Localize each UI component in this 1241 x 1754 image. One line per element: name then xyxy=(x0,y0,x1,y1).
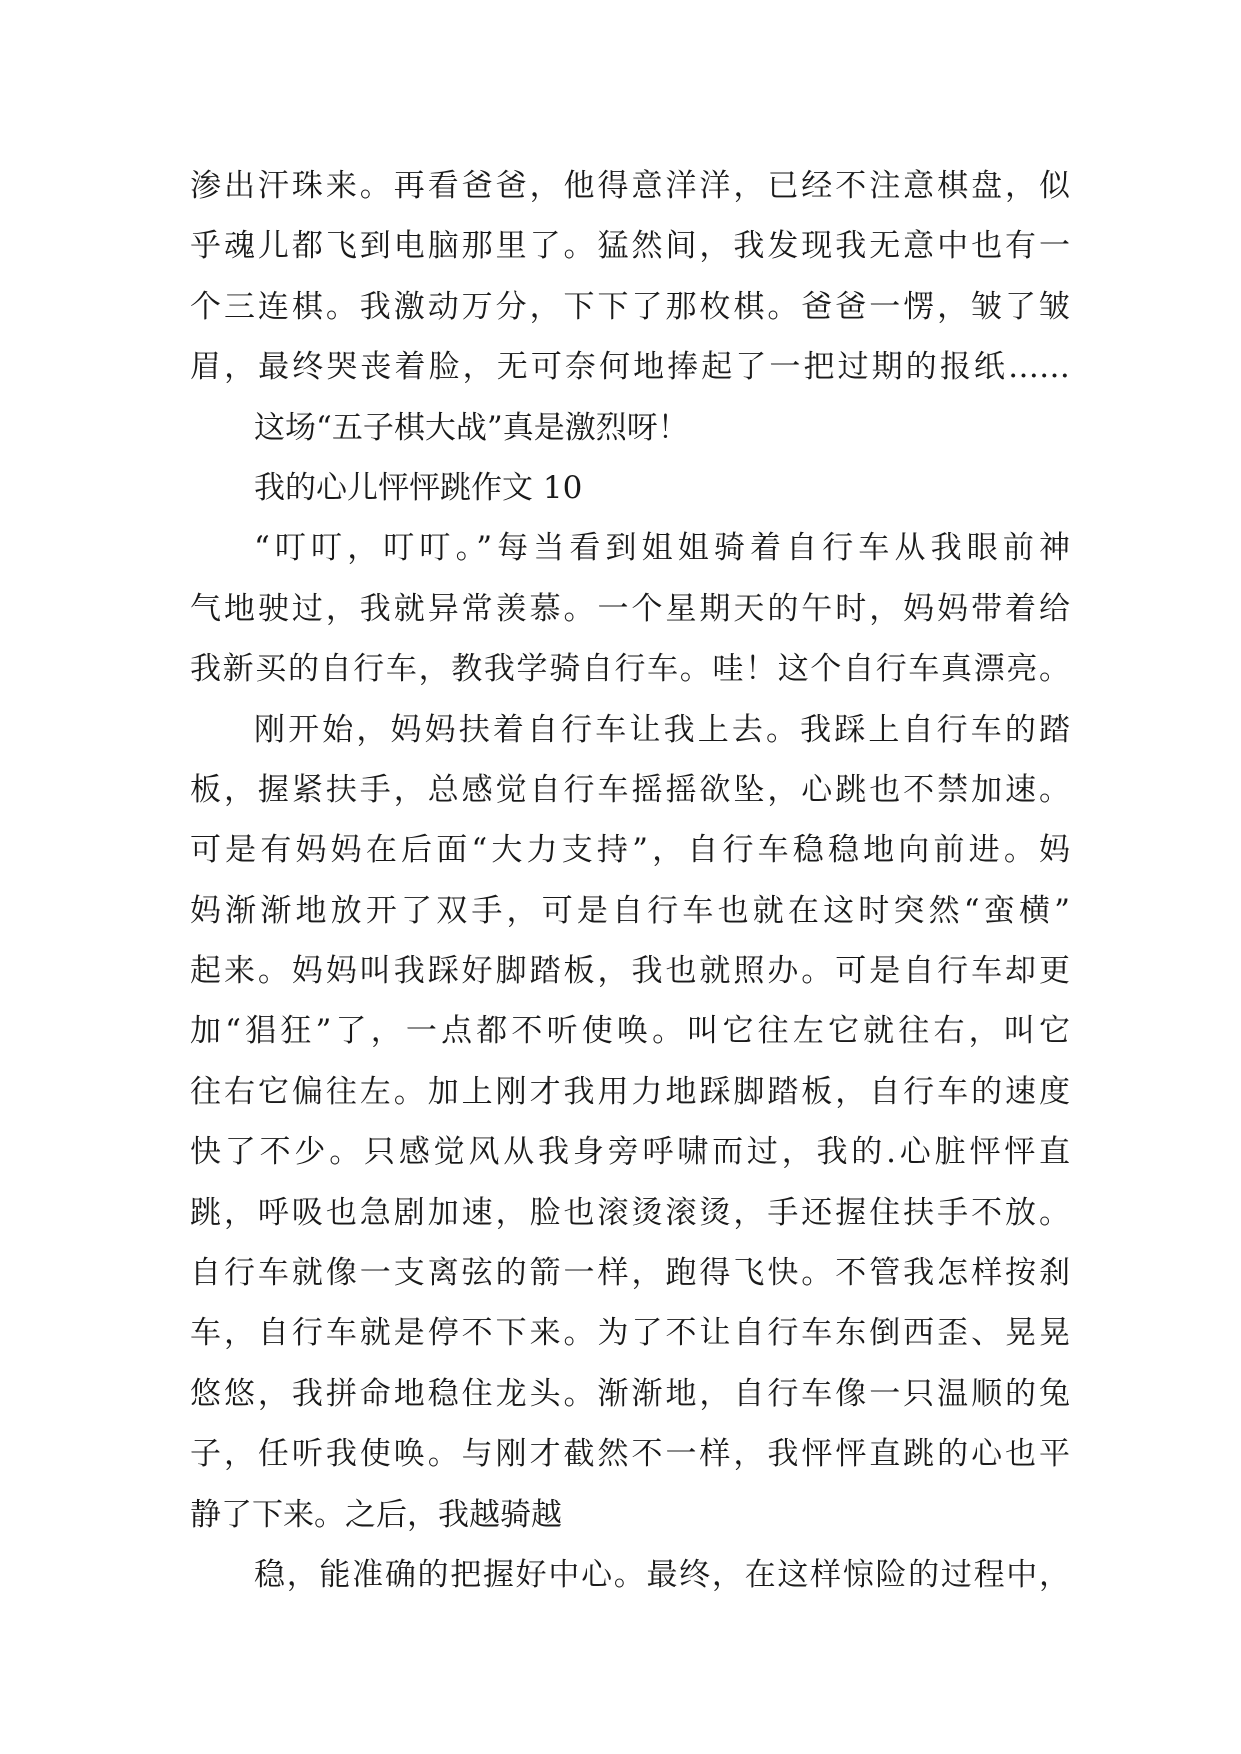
text-line: 起来。妈妈叫我踩好脚踏板，我也就照办。可是自行车却更 xyxy=(190,953,1070,990)
text-line: 气地驶过，我就异常羡慕。一个星期天的午时，妈妈带着给 xyxy=(190,590,1070,627)
text-line: 个三连棋。我激动万分，下下了那枚棋。爸爸一愣，皱了皱 xyxy=(190,288,1070,325)
text-line: 快了不少。只感觉风从我身旁呼啸而过，我的.心脏怦怦直 xyxy=(190,1134,1070,1171)
text-line: 稳，能准确的把握好中心。最终，在这样惊险的过程中， xyxy=(254,1556,1070,1593)
text-line: 静了下来。之后，我越骑越 xyxy=(190,1496,562,1533)
document-body xyxy=(190,156,1070,1605)
text-line: 子，任听我使唤。与刚才截然不一样，我怦怦直跳的心也平 xyxy=(190,1436,1070,1473)
text-line: “叮叮，叮叮。”每当看到姐姐骑着自行车从我眼前神 xyxy=(254,530,1070,567)
text-line: 妈渐渐地放开了双手，可是自行车也就在这时突然“蛮横” xyxy=(190,892,1070,929)
text-line: 刚开始，妈妈扶着自行车让我上去。我踩上自行车的踏 xyxy=(254,711,1070,748)
text-line: 渗出汗珠来。再看爸爸，他得意洋洋，已经不注意棋盘，似 xyxy=(190,168,1070,204)
text-line: 我新买的自行车，教我学骑自行车。哇！这个自行车真漂亮。 xyxy=(190,651,1070,688)
text-line: 我的心儿怦怦跳作文 10 xyxy=(254,469,583,506)
text-line: 可是有妈妈在后面“大力支持”，自行车稳稳地向前进。妈 xyxy=(190,832,1070,869)
text-line: 板，握紧扶手，总感觉自行车摇摇欲坠，心跳也不禁加速。 xyxy=(190,771,1070,808)
text-line: 车，自行车就是停不下来。为了不让自行车东倒西歪、晃晃 xyxy=(190,1315,1070,1352)
text-line: 自行车就像一支离弦的箭一样，跑得飞快。不管我怎样按刹 xyxy=(190,1255,1070,1292)
text-line: 乎魂儿都飞到电脑那里了。猛然间，我发现我无意中也有一 xyxy=(190,228,1070,265)
text-line: 这场“五子棋大战”真是激烈呀！ xyxy=(254,409,689,446)
text-line: 往右它偏往左。加上刚才我用力地踩脚踏板，自行车的速度 xyxy=(190,1073,1070,1110)
text-line: 跳，呼吸也急剧加速，脸也滚烫滚烫，手还握住扶手不放。 xyxy=(190,1194,1070,1231)
text-line: 眉，最终哭丧着脸，无可奈何地捧起了一把过期的报纸…… xyxy=(190,349,1070,386)
text-line: 悠悠，我拼命地稳住龙头。渐渐地，自行车像一只温顺的兔 xyxy=(190,1375,1070,1412)
text-line: 加“猖狂”了，一点都不听使唤。叫它往左它就往右，叫它 xyxy=(190,1013,1070,1050)
